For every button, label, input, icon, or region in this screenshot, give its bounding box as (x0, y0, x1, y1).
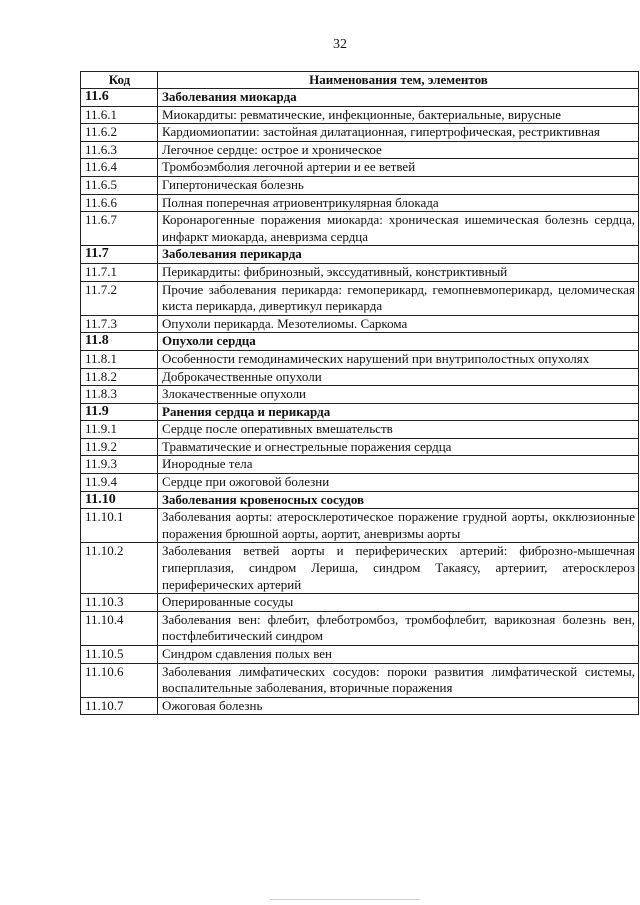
row-code: 11.9 (81, 403, 158, 421)
row-name: Ожоговая болезнь (158, 697, 639, 715)
table-row (81, 697, 639, 715)
table-row (81, 159, 639, 177)
row-name: Заболевания лимфатических сосудов: пороки развития лимфатической системы, воспалительные заболевания, вторичные поражения (158, 663, 639, 697)
table-row (81, 509, 639, 543)
row-name: Заболевания аорты: атеросклеротическое поражение грудной аорты, окклюзионные поражения брюшной аорты, аортит, аневризмы аорты (158, 509, 639, 543)
table-row (81, 438, 639, 456)
row-name: Заболевания миокарда (158, 89, 639, 107)
row-code: 11.6.2 (81, 124, 158, 142)
row-code: 11.7 (81, 246, 158, 264)
row-code: 11.10.7 (81, 697, 158, 715)
row-code: 11.10.2 (81, 543, 158, 594)
table-row (81, 212, 639, 246)
row-name: Доброкачественные опухоли (158, 368, 639, 386)
row-name: Особенности гемодинамических нарушений при внутриполостных опухолях (158, 350, 639, 368)
row-name: Коронарогенные поражения миокарда: хроническая ишемическая болезнь сердца, инфаркт миокарда, аневризма сердца (158, 212, 639, 246)
row-name: Перикардиты: фибринозный, экссудативный, констриктивный (158, 263, 639, 281)
column-header-name: Наименования тем, элементов (158, 72, 639, 89)
table-row (81, 141, 639, 159)
table-row (81, 350, 639, 368)
section-row (81, 333, 639, 351)
row-code: 11.8 (81, 333, 158, 351)
table-row (81, 315, 639, 333)
section-row (81, 89, 639, 107)
row-name: Заболевания вен: флебит, флеботромбоз, тромбофлебит, варикозная болезнь вен, постфлебитический синдром (158, 611, 639, 645)
row-name: Ранения сердца и перикарда (158, 403, 639, 421)
row-name: Полная поперечная атриовентрикулярная блокада (158, 194, 639, 212)
table-row (81, 106, 639, 124)
table-row (81, 611, 639, 645)
table-body (81, 89, 639, 715)
row-code: 11.10 (81, 491, 158, 509)
table-row (81, 368, 639, 386)
row-code: 11.8.3 (81, 386, 158, 404)
row-code: 11.8.2 (81, 368, 158, 386)
row-name: Синдром сдавления полых вен (158, 646, 639, 664)
row-name: Травматические и огнестрельные поражения сердца (158, 438, 639, 456)
row-code: 11.7.2 (81, 281, 158, 315)
row-name: Прочие заболевания перикарда: гемоперикард, гемопневмоперикард, целомическая киста перикарда, дивертикул перикарда (158, 281, 639, 315)
row-name: Инородные тела (158, 456, 639, 474)
row-name: Легочное сердце: острое и хроническое (158, 141, 639, 159)
row-code: 11.6.5 (81, 176, 158, 194)
row-code: 11.10.4 (81, 611, 158, 645)
table-row (81, 456, 639, 474)
section-row (81, 403, 639, 421)
row-name: Сердце после оперативных вмешательств (158, 421, 639, 439)
table-row (81, 421, 639, 439)
row-name: Тромбоэмболия легочной артерии и ее ветвей (158, 159, 639, 177)
row-code: 11.8.1 (81, 350, 158, 368)
row-code: 11.6.1 (81, 106, 158, 124)
column-header-code: Код (81, 72, 158, 89)
row-code: 11.10.1 (81, 509, 158, 543)
row-name: Опухоли перикарда. Мезотелиомы. Саркома (158, 315, 639, 333)
section-row (81, 246, 639, 264)
row-name: Заболевания ветвей аорты и периферических артерий: фиброзно-мышечная гиперплазия, синдром Лериша, синдром Такаясу, артериит, атеросклероз периферических артерий (158, 543, 639, 594)
table-row (81, 543, 639, 594)
row-code: 11.10.6 (81, 663, 158, 697)
row-name: Миокардиты: ревматические, инфекционные, бактериальные, вирусные (158, 106, 639, 124)
row-name: Опухоли сердца (158, 333, 639, 351)
row-name: Оперированные сосуды (158, 594, 639, 612)
row-name: Злокачественные опухоли (158, 386, 639, 404)
table-row (81, 263, 639, 281)
section-row (81, 491, 639, 509)
row-name: Заболевания перикарда (158, 246, 639, 264)
row-code: 11.9.1 (81, 421, 158, 439)
table-row (81, 386, 639, 404)
row-code: 11.6.3 (81, 141, 158, 159)
topics-table (80, 71, 639, 715)
row-code: 11.6.6 (81, 194, 158, 212)
table-row (81, 474, 639, 492)
page-bottom-line (270, 899, 420, 900)
row-code: 11.6.7 (81, 212, 158, 246)
row-code: 11.9.4 (81, 474, 158, 492)
row-code: 11.10.5 (81, 646, 158, 664)
row-code: 11.9.3 (81, 456, 158, 474)
table-row (81, 124, 639, 142)
table-row (81, 176, 639, 194)
row-name: Кардиомиопатии: застойная дилатационная, гипертрофическая, рестриктивная (158, 124, 639, 142)
table-row (81, 663, 639, 697)
row-name: Гипертоническая болезнь (158, 176, 639, 194)
row-code: 11.9.2 (81, 438, 158, 456)
row-code: 11.7.3 (81, 315, 158, 333)
table-row (81, 194, 639, 212)
table-row (81, 646, 639, 664)
row-code: 11.10.3 (81, 594, 158, 612)
row-code: 11.7.1 (81, 263, 158, 281)
table-row (81, 281, 639, 315)
row-code: 11.6.4 (81, 159, 158, 177)
row-name: Заболевания кровеносных сосудов (158, 491, 639, 509)
page-number: 32 (333, 37, 347, 52)
row-code: 11.6 (81, 89, 158, 107)
table-header-row (81, 72, 639, 89)
row-name: Сердце при ожоговой болезни (158, 474, 639, 492)
table-row (81, 594, 639, 612)
